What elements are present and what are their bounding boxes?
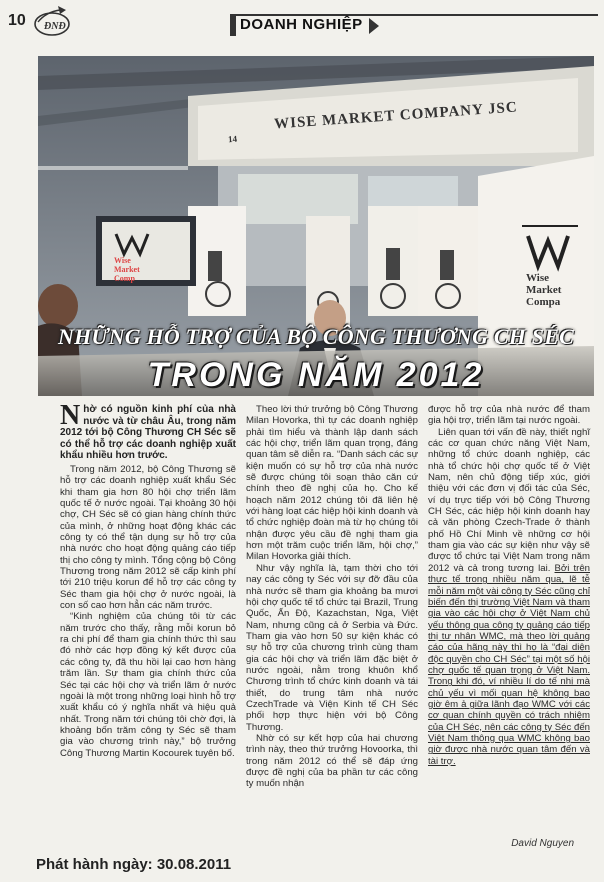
publication-date: Phát hành ngày: 30.08.2011	[36, 856, 232, 873]
page-number: 10	[8, 12, 26, 29]
headline-line-2: TRONG NĂM 2012	[147, 356, 485, 394]
lede-text: hờ có nguồn kinh phí của nhà nước và từ châu Âu, trong năm 2012 tới bộ Công Thương CH Séc sẽ có thể hỗ trợ các doanh nghiệp xuất khẩu nhiều hơn trước.	[60, 404, 236, 462]
svg-text:ĐNĐ: ĐNĐ	[44, 21, 66, 32]
paragraph: Như vậy nghĩa là, tạm thời cho tới nay các công ty Séc với sự đỡ đầu của nhà nước sẽ tham gia khoảng ba mươi hội chợ quốc tế tổ chức tại Brazil, Trung Quốc, Ấn Độ, Kazachstan, Nga, Việt Nam, nhưng cũng cả ở Serbia và Đức. Tham gia vào hơn 50 sự kiện khác có sự hỗ trợ của chương trình cùng tham gia các hội chợ và triển lãm đặc biệt ở nước ngoài, nằm trong khuôn khổ Chương trình tổ chức kinh doanh và tái thiết, do trung tâm nhà nước CzechTrade và Viện Kinh tế CH Séc phối hợp thực hiện với bộ Công Thương.	[246, 562, 418, 733]
paragraph: được hỗ trợ của nhà nước để tham gia hội trợ, triển lãm tại nước ngoài.	[428, 404, 590, 427]
underlined-text: Bởi trên thực tế trong nhiều năm qua, lẽ tễ mỗi năm một vài công ty Séc cũng chỉ biến đến thị trường Việt Nam và tham gia vào các hội chợ ở Việt Nam chủ yếu thông qua công ty quảng cáo tiếp thị tư nhân WMC, mà theo lời quảng cáo của hãng này thì họ là “đại diện độc quyền cho CH Séc” tại một số hội chợ quốc tế quan trọng ở Việt Nam. Trong khi đó, ví nhiều lí do tế nhị mà chủ yếu vì mối quan hệ không bao giờ êm ả giữa lãnh đạo WMC với các cơ quan chính quyền có trách nhiệm của CH Séc, nên các công ty Séc đến Việt Nam thông qua WMC không bao giờ được nhà nước quan tâm đến và tài trợ.	[428, 562, 590, 767]
article-column-1	[60, 400, 236, 759]
side-logo-line: Market	[526, 284, 562, 296]
drop-cap: N	[60, 400, 81, 431]
paragraph	[428, 427, 590, 767]
article-column-3	[428, 404, 590, 767]
paragraph-text: Liên quan tới vấn đề này, thiết nghĩ các cơ quan chức năng Việt Nam, những tổ chức doanh nghiệp, các nhà tổ chức hội chợ quốc tế ở Việt Nam, nên chủ động tiếp xúc, giới thiệu với các đơn vị đối tác của Séc, ví dụ trực tiếp với bộ Công Thương CH Séc, các hiệp hội kinh doanh hay cả văn phòng Czech-Trade ở thành phố Hồ Chí Minh về những cơ hội tham gia vào các sự kiện như vậy sẽ được tổ chức tại Việt Nam trong năm 2012 và cả trong tương lai.	[428, 426, 590, 574]
article-lede	[60, 400, 236, 462]
left-logo-text	[114, 256, 140, 283]
paragraph: Theo lời thứ trưởng bộ Công Thương Milan Hovorka, thì tự các doanh nghiệp phải tìm hiểu và thành lập danh sách các hội chợ, triển lãm quan trọng, đáng quan tâm sẽ diễn ra. “Danh sách các sự kiện muốn có sự hỗ trợ của nhà nước sẽ được chúng tôi soạn thảo căn cứ chính theo đề nghị của họ. Cho kế hoạch năm 2012 chúng tôi đã liên hệ với hàng loạt các hiệp hội kinh doanh và tổ chức nghiệp đoàn mà từ họ chúng tôi nhận được yêu cầu đề nghị tham gia hơn một trăm cuộc triển lãm, hội chợ,” Milan Hovorka giải thích.	[246, 404, 418, 563]
headline-line-1: NHỮNG HỖ TRỢ CỦA BỘ CÔNG THƯƠNG CH SÉC	[58, 324, 574, 349]
side-logo-line: Compa	[526, 296, 561, 308]
left-logo-line: Wise	[114, 256, 131, 265]
left-logo-line: Comp	[114, 274, 135, 283]
booth-sign-text: WISE MARKET COMPANY JSC	[273, 99, 519, 133]
trade-fair-photo	[38, 56, 594, 396]
side-logo-text	[526, 272, 561, 308]
paragraph: Trong năm 2012, bộ Công Thương sẽ hỗ trợ các doanh nghiệp xuất khẩu Séc khi tham gia hơn 80 hội chợ triển lãm quốc tế ở nước ngoài. Tại khoảng 30 hội chợ, CH Séc sẽ có gian hàng chính thức của mình, ở những hoạt động khác các công ty có thể tận dụng sự hỗ trợ của nhà nước cho hoạt động quảng cáo tiếp thị cho công ty mình. Tổng cộng bộ Công Thương trong năm 2012 sẽ cấp kinh phí tới 210 triệu korun để hỗ trợ các công ty Séc tham gia hội chợ ở nước ngoài, là con số cao hơn hẳn các năm trước.	[60, 463, 236, 612]
paragraph: Nhờ có sự kết hợp của hai chương trình này, theo thứ trưởng Hovoorka, thì trong năm 2012 có thể sẽ đáp ứng được đề nghị của ba phần tư các công ty muốn nhận	[246, 732, 418, 790]
left-logo-line: Market	[114, 265, 140, 274]
side-logo-line: Wise	[526, 272, 550, 284]
article-column-2	[246, 404, 418, 790]
section-title: DOANH NGHIỆP	[240, 16, 371, 33]
paragraph: “Kinh nghiệm của chúng tôi từ các năm trước cho thấy, rằng mỗi korun bỏ ra chi phí để tham gia chính thức thì sau đó nhờ các hợp đồng ký kết được của các công ty, đã thu hồi lại cao hơn hàng trăm lần. Sự tham gia chính thức của Séc tại các hội chợ và triển lãm ở nước ngoài là một trong những loại hình hỗ trợ xuất khẩu có ý nghĩa nhất và hiệu quả nhất. Trong năm tới chúng tôi chờ đợi, là khoảng bốn trăm công ty Séc sẽ tham gia vào chương trình này,” bộ trưởng Công Thương Martin Kocourek tuyên bố.	[60, 611, 236, 759]
magazine-logo-icon	[30, 4, 72, 38]
booth-number: 14	[227, 133, 238, 145]
page-header	[0, 0, 604, 42]
author-byline: David Nguyen	[511, 838, 574, 849]
